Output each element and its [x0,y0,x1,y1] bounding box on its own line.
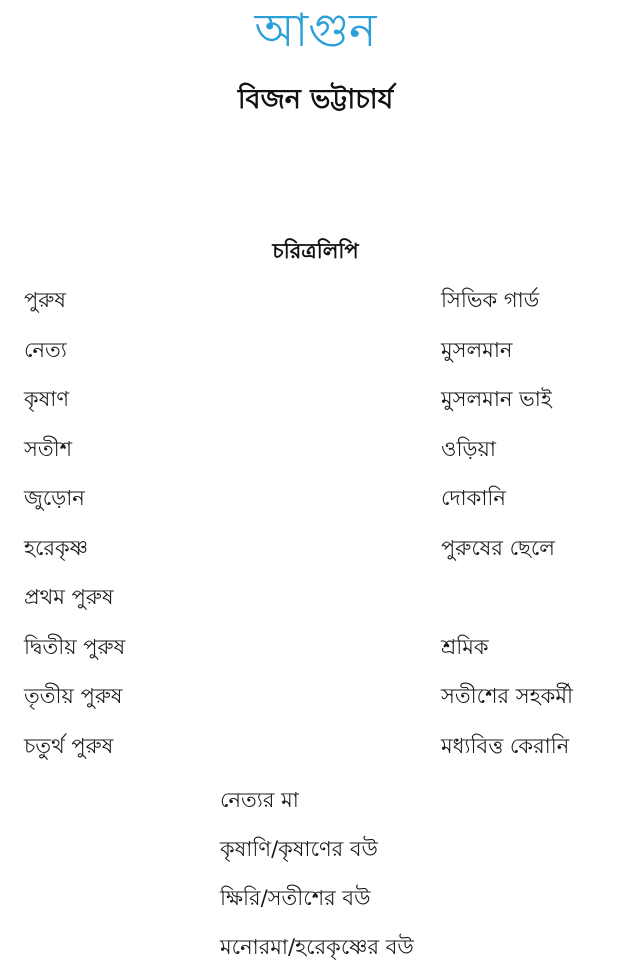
cast-item: মনোরমা/হরেকৃষ্ণের বউ [220,935,414,959]
cast-item: শ্রমিক [441,634,489,659]
play-title: আগুন [254,3,377,57]
cast-item: সতীশ [24,436,73,461]
cast-item: তৃতীয় পুরুষ [24,684,123,708]
cast-item: সিভিক গার্ড [441,288,540,312]
cast-item: চতুর্থ পুরুষ [24,733,114,758]
cast-list-right [441,282,573,777]
cast-item: মধ্যবিত্ত কেরানি [441,733,570,758]
cast-item: মুসলমান ভাই [441,387,552,411]
cast-item: কৃষাণ [24,387,70,411]
cast-item: দোকানি [441,486,506,510]
cast-item: নেত্য [24,337,67,362]
cast-item: প্রথম পুরুষ [24,585,114,609]
cast-item: কৃষাণি/কৃষাণের বউ [220,837,378,861]
cast-item: দ্বিতীয় পুরুষ [24,634,126,659]
cast-item [441,579,573,629]
cast-item: সতীশের সহকর্মী [441,684,573,708]
cast-item: জুড়োন [24,486,85,510]
cast-item: পুরুষের ছেলে [441,535,555,560]
cast-heading: চরিত্রলিপি [272,239,359,263]
cast-item: হরেকৃষ্ণ [24,535,88,560]
author-name: বিজন ভট্টাচার্য [237,84,394,115]
cast-list-women [220,782,414,978]
cast-item: নেত্যর মা [220,788,299,812]
cast-list-left [24,282,125,777]
cast-item: পুরুষ [24,288,66,312]
cast-item: মুসলমান [441,337,513,362]
cast-item: ওড়িয়া [441,436,496,461]
cast-item: ক্ষিরি/সতীশের বউ [220,886,371,910]
